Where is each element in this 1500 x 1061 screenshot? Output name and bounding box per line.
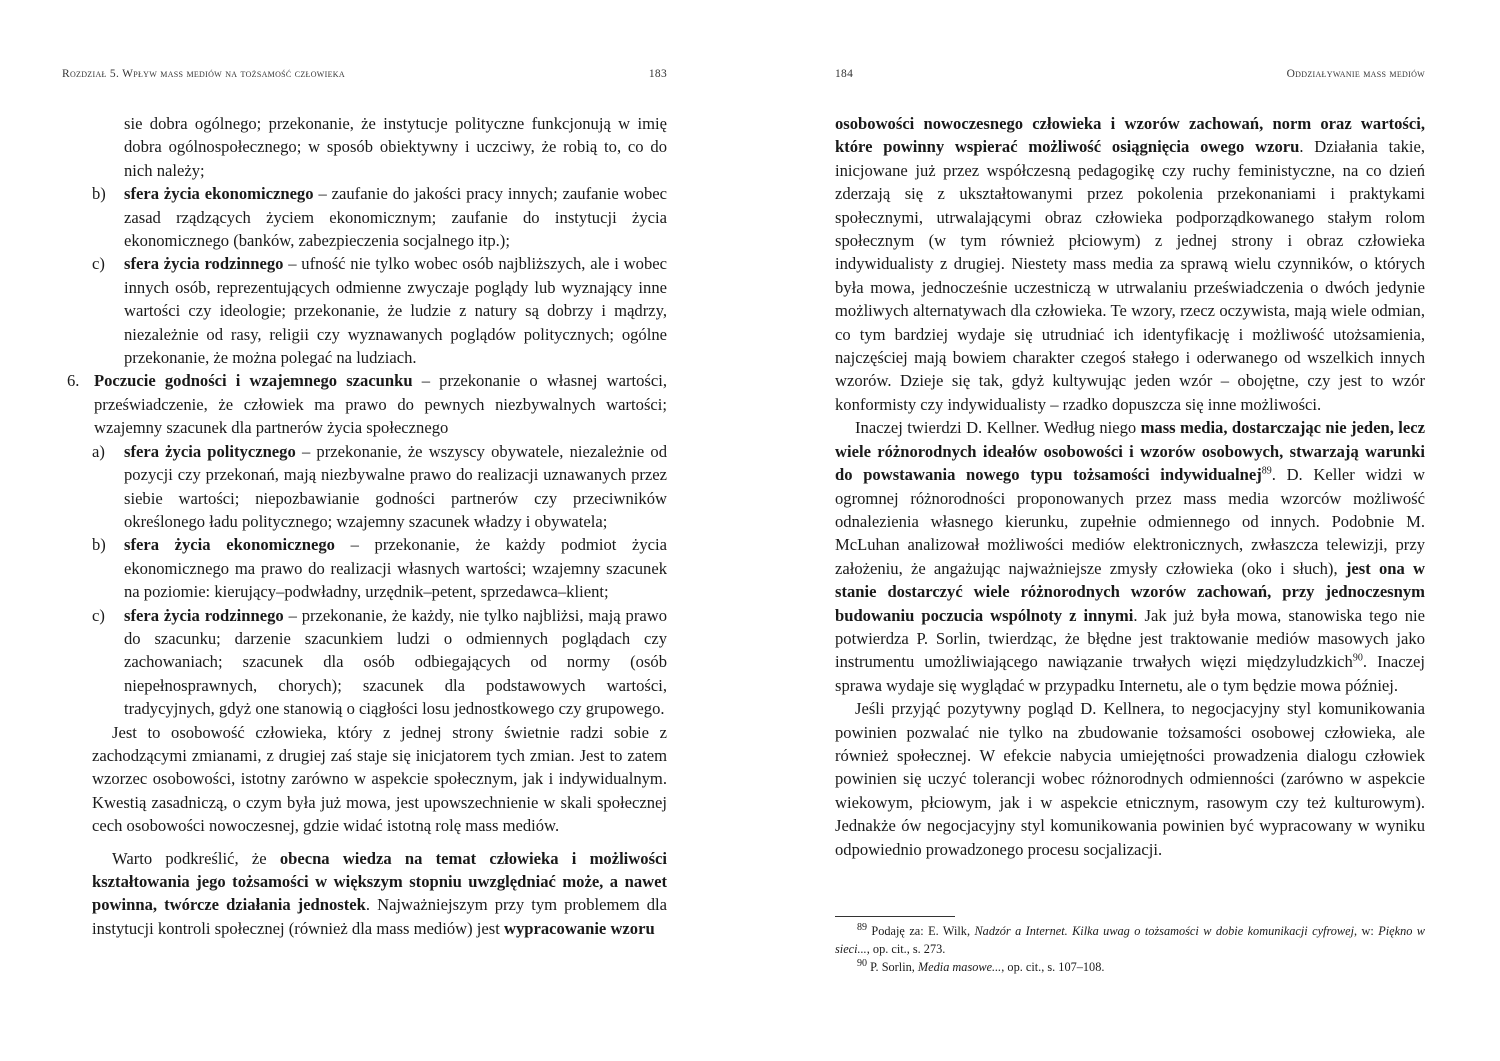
text-run: . Działania takie, inicjowane już przez współczesną pedagogikę czy ruchy feministyczne, na co dzień zderzają się z ukształtowanymi przez pokolenia przekonaniami i praktykami społecznymi, utrwalającymi obraz człowieka podporządkowanego stałym rolom społecznym (w tym również płciowym) z jednej strony i obraz człowieka indywidualisty z drugiej. Niestety mass media za sprawą wielu czynników, o których była mowa, jednocześnie uczestniczą w utrwalaniu przeświadczenia o dwóch jedynie możliwych alternatywach dla człowieka. Te wzory, rzecz oczywista, mają wiele odmian, co tym bardziej wydaje się utrudniać ich identyfikację i możliwość utożsamienia, najczęściej mają bowiem charakter czegoś stałego i oderwanego od wszelkich innych wzorów. Dzieje się tak, gdyż kultywując jeden wzór – obojętne, czy jest to wzór konformisty czy indywidualisty – rzadko dopuszcza się inne możliwości. xyxy=(835,137,1425,414)
list-item-c xyxy=(92,252,667,369)
paragraph-kellner xyxy=(835,416,1425,697)
bold-run: jest ona w stanie dostarczyć wiele różnorodnych wzorów zachowań, przy jednoczesnym budowaniu poczucia wspólnoty z innymi xyxy=(835,558,1425,625)
italic-run: Nadzór a Internet. Kilka uwag o tożsamości w dobie komunikacji cyfrowej xyxy=(974,924,1354,938)
footnote-number: 90 xyxy=(857,957,867,969)
paragraph-continued xyxy=(835,112,1425,416)
right-body xyxy=(835,112,1425,861)
text-run: Podaję za: E. Wilk, xyxy=(867,924,975,938)
list-body: – przekonanie, że każdy, nie tylko najbliżsi, mają prawo do szacunku; darzenie szacunkiem ludzi o odmiennych poglądach czy zachowaniach; szacunek dla osób odbiegających od normy (osób niepełnosprawnych, chorych); szacunek dla podstawowych wartości, tradycyjnych, gdyż one stanowią o ciągłości losu jednostkowego czy grupowego. xyxy=(124,605,667,719)
list-text xyxy=(124,533,667,603)
list-text xyxy=(124,604,667,721)
list-item-b2 xyxy=(92,533,667,603)
text-run: . Jak już była mowa, stanowiska tego nie potwierdza P. Sorlin, twierdząc, że błędne jest traktowanie mediów masowych jako instrumentu umożliwiającego nawiązanie trwałych więzi międzyludzkich xyxy=(835,605,1425,672)
text-run: Warto podkreślić, że xyxy=(112,848,280,868)
footnotes xyxy=(835,922,1425,976)
left-page-number: 183 xyxy=(648,68,667,80)
text-run: , w: xyxy=(1354,924,1379,938)
list-body: – zaufanie do jakości pracy innych; zaufanie wobec zasad rządzących życiem ekonomicznym; zaufanie do instytucji życia ekonomicznego (banków, zabezpieczenia socjalnego itp.); xyxy=(124,184,667,251)
bold-run: osobowości nowoczesnego człowieka i wzorów zachowań, norm oraz wartości, które powinny wspierać możliwość osiągnięcia owego wzoru xyxy=(835,114,1425,157)
text-run: P. Sorlin, xyxy=(867,960,918,974)
footnote-number: 89 xyxy=(857,921,867,933)
list-item-c2 xyxy=(92,604,667,721)
list-body: – przekonanie, że wszyscy obywatele, niezależnie od pozycji czy przekonań, mają niezbywalne prawo do realizacji uznawanych przez siebie wartości; niepozbawianie godności partnerów czy przeciwników określonego ładu politycznego; wzajemny szacunek władzy i obywatela; xyxy=(124,441,667,531)
footnote-ref-89[interactable]: 89 xyxy=(1261,465,1272,477)
bold-run: wypracowanie wzoru xyxy=(503,918,655,938)
bold-run: mass media, dostarczając nie jeden, lecz wiele różnorodnych ideałów osobowości i wzorów osobowych, stwarzają warunki do powstawania nowego typu tożsamości indywidualnej xyxy=(835,418,1425,485)
right-page-number: 184 xyxy=(835,68,854,80)
paragraph: sie dobra ogólnego; przekonanie, że instytucje polityczne funkcjonują w imię dobra ogólnospołecznego; w sposób obiektywny i uczciwy, że robią to, co do nich należy; xyxy=(124,114,667,180)
list-label: 6. xyxy=(67,371,80,391)
list-item-a2 xyxy=(92,440,667,534)
list-text xyxy=(94,369,667,439)
bold-term: sfera życia politycznego xyxy=(124,441,296,461)
left-page xyxy=(62,0,668,1061)
list-item-6 xyxy=(67,369,667,439)
list-body: – przekonanie o własnej wartości, przeświadczenie, że człowiek ma prawo do pewnych niezbywalnych wartości; wzajemny szacunek dla partnerów życia społecznego xyxy=(94,371,667,438)
bold-run: obecna wiedza na temat człowieka i możliwości kształtowania jego tożsamości w większym stopniu uwzględniać może, a nawet powinna, twórcze działania jednostek xyxy=(92,848,668,915)
list-body: – przekonanie, że każdy podmiot życia ekonomicznego ma prawo do realizacji własnych wartości; wzajemny szacunek na poziomie: kierujący–podwładny, urzędnik–petent, sprzedawca–klient; xyxy=(124,535,667,602)
text-run: . D. Keller widzi w ogromnej różnorodności proponowanych przez mass media wzorców możliwość odnalezienia własnego kierunku, zupełnie odmiennego od innych. Podobnie M. McLuhan analizował możliwości mediów elektronicznych, zwłaszcza telewizji, przy założeniu, że angażując najważniejsze zmysły człowieka (oko i słuch), xyxy=(835,465,1425,578)
list-label: a) xyxy=(92,441,105,461)
list-item-b xyxy=(92,182,667,252)
footnote-90 xyxy=(835,958,1425,976)
text-run: , op. cit., s. 273. xyxy=(866,942,946,956)
left-body xyxy=(67,112,668,940)
list-label: c) xyxy=(92,605,105,625)
bold-term: sfera życia rodzinnego xyxy=(124,254,284,274)
right-page xyxy=(835,0,1425,1061)
paragraph-jest: Jest to osobowość człowieka, który z jednej strony świetnie radzi sobie z zachodzącymi zmianami, z drugiej zaś staje się inicjatorem tych zmian. Jest to zatem wzorzec osobowości, istotny zarówno w aspekcie społecznym, jak i indywidualnym. Kwestią zasadniczą, o czym była już mowa, jest upowszechnienie w skali społecznej cech osobowości nowoczesnej, gdzie widać istotną rolę mass mediów. xyxy=(92,722,667,836)
paragraph-jesli: Jeśli przyjąć pozytywny pogląd D. Kellnera, to negocjacyjny styl komunikowania powinien pozwalać nie tylko na zbudowanie tożsamości osobowej człowieka, ale również społecznej. W efekcie nabycia umiejętności prowadzenia dialogu człowiek powinien się uczyć tolerancji wobec różnorodnych odmienności (zarówno w aspekcie wiekowym, płciowym, jak i w aspekcie etnicznym, rasowym czy też kulturowym). Jednakże ów negocjacyjny styl komunikowania powinien być wypracowany w wyniku odpowiednio prowadzonego procesu socjalizacji. xyxy=(835,699,1425,859)
italic-run: Piękno w sieci... xyxy=(835,924,1426,956)
text-run: . Najważniejszym przy tym problemem dla instytucji kontroli społecznej (również dla mass mediów) jest xyxy=(92,895,667,938)
list-text xyxy=(124,440,667,534)
list-body: – ufność nie tylko wobec osób najbliższych, ale i wobec innych osób, reprezentujących odmienne zwyczaje poglądy lub wyznający inne wartości czy ideologie; przekonanie, że ludzie z natury są dobrzy i mądrzy, niezależnie od rasy, religii czy wyznawanych poglądów politycznych; ogólne przekonanie, że można polegać na ludziach. xyxy=(124,254,667,368)
footnote-89 xyxy=(835,922,1425,958)
list-continuation xyxy=(92,112,667,182)
italic-run: Media masowe... xyxy=(917,960,1002,974)
text-run: Inaczej twierdzi D. Kellner. Według niego xyxy=(855,418,1141,438)
list-text xyxy=(124,252,667,369)
bold-term: sfera życia rodzinnego xyxy=(124,605,284,625)
list-label: b) xyxy=(92,535,106,555)
paragraph-warto xyxy=(92,847,667,941)
list-label: b) xyxy=(92,184,106,204)
footnote-ref-90[interactable]: 90 xyxy=(1352,652,1363,664)
text-run: , op. cit., s. 107–108. xyxy=(1001,960,1105,974)
list-text xyxy=(124,182,667,252)
right-header xyxy=(835,68,1425,88)
footnote-rule xyxy=(835,916,955,917)
bold-term: Poczucie godności i wzajemnego szacunku xyxy=(94,371,413,391)
bold-term: sfera życia ekonomicznego xyxy=(124,535,335,555)
list-label: c) xyxy=(92,254,105,274)
text-run: . Inaczej sprawa wydaje się wyglądać w przypadku Internetu, ale o tym będzie mowa później. xyxy=(835,652,1425,695)
left-header xyxy=(62,68,667,88)
right-running-head: Oddziaływanie mass mediów xyxy=(1286,68,1425,80)
left-running-head: Rozdział 5. Wpływ mass mediów na tożsamość człowieka xyxy=(62,68,345,80)
bold-term: sfera życia ekonomicznego xyxy=(124,184,314,204)
